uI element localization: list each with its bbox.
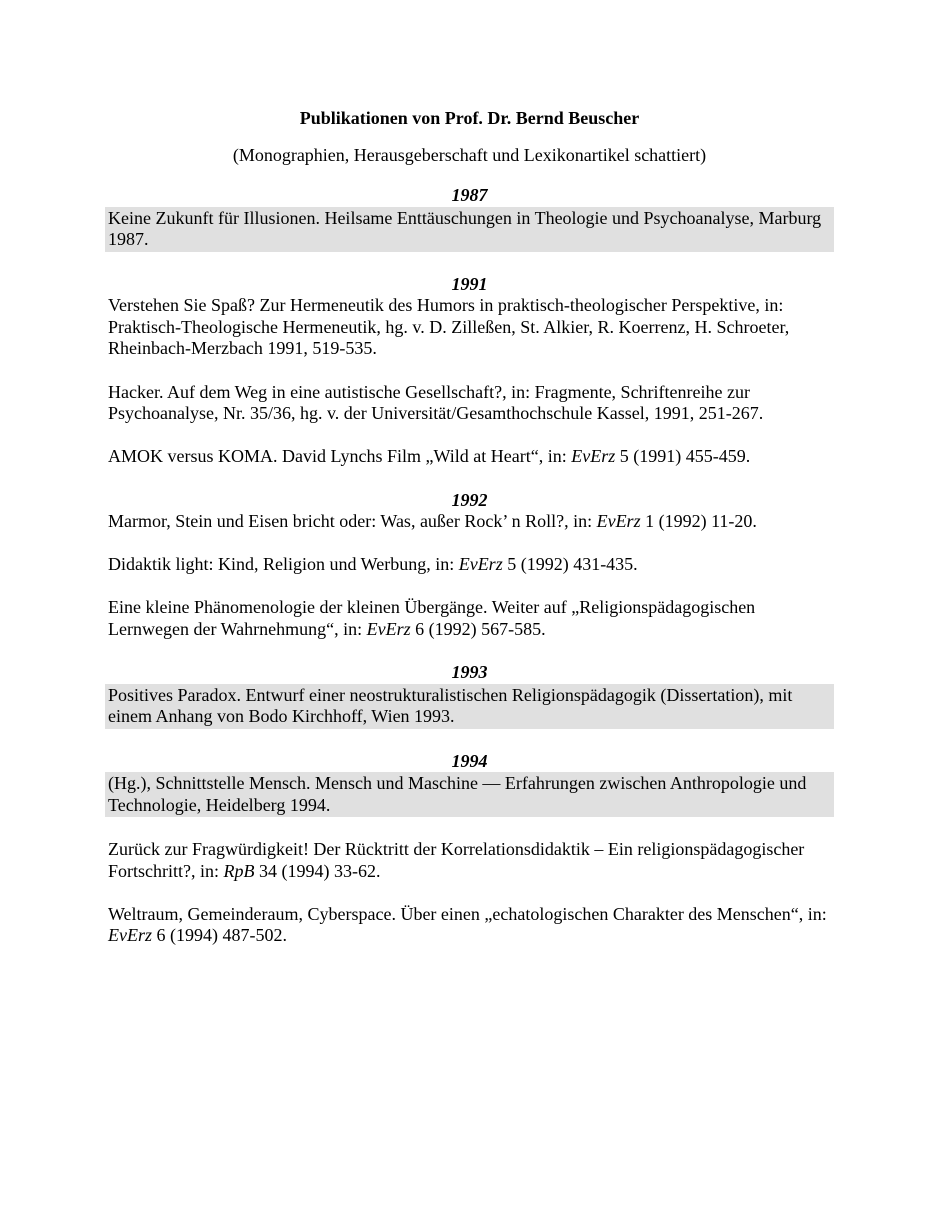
entry-text: Verstehen Sie Spaß? Zur Hermeneutik des Humors in praktisch-theologischer Perspektive, in: Praktisch-Theologische Hermeneutik, hg. v. D. Zilleßen, St. Alkier, R. Koerrenz, H. Schroeter, Rheinbach-Merzbach 1991, 519-535. <box>108 295 790 359</box>
year-heading: 1987 <box>451 185 488 206</box>
journal-abbreviation: EvErz <box>108 925 152 946</box>
publication-entry-shaded <box>105 772 834 817</box>
entry-text: 5 (1992) 431-435. <box>502 554 638 575</box>
publication-entry-shaded <box>105 684 834 729</box>
entry-text: 1 (1992) 11-20. <box>640 511 757 532</box>
entry-text: Zurück zur Fragwürdigkeit! Der Rücktritt der Korrelationsdidaktik – Ein religionspädagogischer Fortschritt?, in: <box>108 839 805 881</box>
year-heading: 1993 <box>451 662 488 683</box>
publication-entry <box>108 597 831 640</box>
publication-entry <box>108 446 831 468</box>
journal-abbreviation: RpB <box>223 860 255 881</box>
entry-text: Eine kleine Phänomenologie der kleinen Übergänge. Weiter auf „Religionspädagogischen Lernwegen der Wahrnehmung“, in: <box>108 597 756 640</box>
year-heading: 1994 <box>451 750 488 771</box>
journal-abbreviation: EvErz <box>571 446 616 467</box>
journal-abbreviation: EvErz <box>596 511 641 532</box>
entry-text: Didaktik light: Kind, Religion und Werbung, in: <box>108 554 459 575</box>
entry-text: Positives Paradox. Entwurf einer neostrukturalistischen Religionspädagogik (Dissertation), mit einem Anhang von Bodo Kirchhoff, Wien 1993. <box>108 684 793 727</box>
publication-entry <box>108 554 831 576</box>
entry-text: AMOK versus KOMA. David Lynchs Film „Wild at Heart“, in: <box>108 446 572 467</box>
entry-text: Weltraum, Gemeinderaum, Cyberspace. Über einen „echatologischen Charakter des Menschen“, in: <box>108 903 827 924</box>
entry-text: 6 (1994) 487-502. <box>152 925 287 946</box>
year-heading: 1991 <box>451 273 488 294</box>
publication-entry <box>108 904 831 947</box>
entry-text: 5 (1991) 455-459. <box>615 446 751 467</box>
publications-list <box>108 185 831 947</box>
entry-text: Keine Zukunft für Illusionen. Heilsame Enttäuschungen in Theologie und Psychoanalyse, Marburg 1987. <box>108 207 822 250</box>
entry-text: (Hg.), Schnittstelle Mensch. Mensch und Maschine — Erfahrungen zwischen Anthropologie und Technologie, Heidelberg 1994. <box>108 773 807 815</box>
entry-text: Hacker. Auf dem Weg in eine autistische Gesellschaft?, in: Fragmente, Schriftenreihe zur Psychoanalyse, Nr. 35/36, hg. v. der Universität/Gesamthochschule Kassel, 1991, 251-267. <box>108 381 764 424</box>
page-title: Publikationen von Prof. Dr. Bernd Beuscher <box>299 108 640 128</box>
publication-entry <box>108 295 831 360</box>
entry-text: Marmor, Stein und Eisen bricht oder: Was, außer Rock’ n Roll?, in: <box>108 511 597 532</box>
publication-entry <box>108 839 831 882</box>
page-subtitle: (Monographien, Herausgeberschaft und Lexikonartikel schattiert) <box>232 144 707 165</box>
entry-text: 34 (1994) 33-62. <box>254 860 381 881</box>
journal-abbreviation: EvErz <box>458 554 503 575</box>
publication-entry <box>108 382 831 425</box>
year-heading: 1992 <box>451 489 488 510</box>
publication-entry-shaded <box>105 207 834 252</box>
entry-text: 6 (1992) 567-585. <box>410 619 546 640</box>
publication-entry <box>108 511 831 533</box>
journal-abbreviation: EvErz <box>366 619 411 640</box>
